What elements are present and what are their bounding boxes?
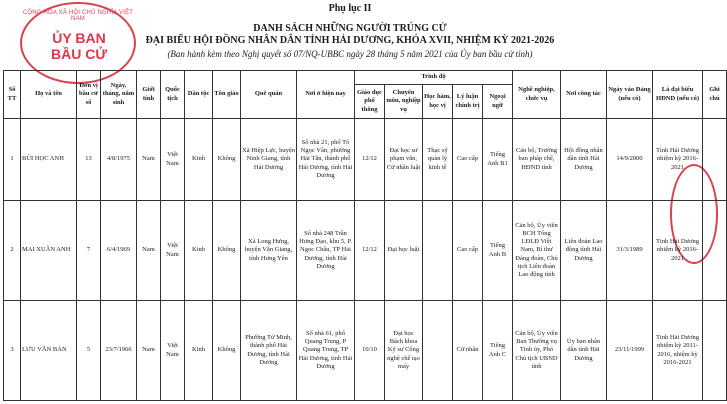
cell-general-education: 12/12 [355,119,385,201]
cell-political-theory: Cao cấp [453,119,483,201]
col-residence: Nơi ở hiện nay [297,71,355,119]
cell-residence: Số nhà 61, phố Quang Trung, P Quang Trung, TP Hải Dương, tỉnh Hải Dương [297,301,355,401]
cell-party-date: 23/11/1999 [607,301,653,401]
cell-academic-title [423,301,453,401]
col-workplace: Nơi công tác [561,71,607,119]
cell-workplace: Liên đoàn Lao động tỉnh Hải Dương [561,201,607,301]
document-subtitle: (Ban hành kèm theo Nghị quyết số 07/NQ-UBBC ngày 28 tháng 5 năm 2021 của Ủy ban bầu cử tỉnh) [167,49,533,59]
col-political-theory: Lý luận chính trị [453,85,483,119]
cell-party-date: 31/3/1989 [607,201,653,301]
cell-political-theory: Cao cấp [453,201,483,301]
col-gender: Giới tính [137,71,161,119]
cell-specialty: Đại học luật [385,201,423,301]
col-occupation: Nghề nghiệp, chức vụ [513,71,561,119]
cell-ethnicity: Kinh [185,119,213,201]
cell-political-theory: Cử nhân [453,301,483,401]
cell-gender: Nam [137,119,161,201]
cell-residence: Số nhà 248 Trần Hưng Đạo, khu 5, P. Ngọc Châu, TP Hải Dương, tỉnh Hải Dương [297,201,355,301]
cell-party-date: 14/9/2000 [607,119,653,201]
table-row [4,301,727,401]
col-group-education: Trình độ [355,71,513,85]
cell-birth-date: 23/7/1966 [101,301,137,401]
col-full-name: Họ và tên [21,71,77,119]
cell-birth-date: 4/8/1975 [101,119,137,201]
cell-council-member: Tỉnh Hải Dương nhiệm kỳ 2016-2021 [653,201,703,301]
cell-hometown: Xã Hiệp Lực, huyện Ninh Giang, tỉnh Hải Dương [241,119,297,201]
elected-delegates-table [3,70,727,401]
cell-full-name: LƯU VĂN BẢN [21,301,77,401]
col-hometown: Quê quán [241,71,297,119]
cell-nationality: Việt Nam [161,201,185,301]
col-ethnicity: Dân tộc [185,71,213,119]
appendix-label: Phụ lục II [328,3,372,14]
col-council-member: Là đại biểu HĐND (nếu có) [653,71,703,119]
cell-full-name: MAI XUÂN ANH [21,201,77,301]
cell-foreign-language: Tiếng Anh B [483,201,513,301]
col-nationality: Quốc tịch [161,71,185,119]
col-constituency: Đơn vị bầu cử số [77,71,101,119]
document-title: DANH SÁCH NHỮNG NGƯỜI TRÚNG CỬ [253,23,447,34]
cell-academic-title [423,201,453,301]
cell-notes [703,119,727,201]
stamp-ring-text: CỘNG HÒA XÃ HỘI CHỦ NGHĨA VIỆT NAM [22,10,134,22]
cell-notes [703,201,727,301]
cell-specialty: Đại học sư phạm văn, Cử nhân luật [385,119,423,201]
stamp-line-2: BẦU CỬ [51,46,107,62]
cell-constituency: 7 [77,201,101,301]
cell-occupation: Cán bộ, Ủy viên BCH Tổng LĐLĐ Việt Nam, Bí thư Đảng đoàn, Chủ tịch Liên đoàn Lao động tỉnh [513,201,561,301]
cell-stt: 2 [4,201,21,301]
document-subject: ĐẠI BIỂU HỘI ĐỒNG NHÂN DÂN TỈNH HẢI DƯƠNG, KHÓA XVII, NHIỆM KỲ 2021-2026 [145,35,555,46]
cell-stt: 3 [4,301,21,401]
col-foreign-language: Ngoại ngữ [483,85,513,119]
cell-ethnicity: Kinh [185,201,213,301]
cell-constituency: 13 [77,119,101,201]
table-row [4,201,727,301]
cell-gender: Nam [137,201,161,301]
col-general-education: Giáo dục phổ thông [355,85,385,119]
cell-religion: Không [213,201,241,301]
cell-gender: Nam [137,301,161,401]
cell-full-name: BÙI HỌC ANH [21,119,77,201]
col-specialty: Chuyên môn, nghiệp vụ [385,85,423,119]
cell-specialty: Đại học Bách khoa Kỹ sư Công nghệ chế tạo máy [385,301,423,401]
cell-occupation: Cán bộ, Ủy viên Ban Thường vụ Tỉnh ủy, Phó Chủ tịch UBND tỉnh [513,301,561,401]
stamp-line-1: ỦY BAN [52,30,106,46]
cell-nationality: Việt Nam [161,119,185,201]
cell-workplace: Hội đồng nhân dân tỉnh Hải Dương [561,119,607,201]
col-academic-title: Học hàm, học vị [423,85,453,119]
cell-council-member: Tỉnh Hải Dương nhiệm kỳ 2011-2016, nhiệm kỳ 2016-2021 [653,301,703,401]
col-notes: Ghi chú [703,71,727,119]
cell-foreign-language: Tiếng Anh B1 [483,119,513,201]
cell-residence: Số nhà 21, phố Tô Ngọc Vân, phường Hải Tân, thành phố Hải Dương, tỉnh Hải Dương [297,119,355,201]
cell-stt: 1 [4,119,21,201]
cell-nationality: Việt Nam [161,301,185,401]
table-row [4,119,727,201]
cell-hometown: Xã Long Hưng, huyện Văn Giang, tỉnh Hưng Yên [241,201,297,301]
cell-occupation: Cán bộ, Trưởng ban pháp chế, HĐND tỉnh [513,119,561,201]
cell-religion: Không [213,119,241,201]
cell-ethnicity: Kinh [185,301,213,401]
cell-general-education: 10/10 [355,301,385,401]
col-stt: Số TT [4,71,21,119]
col-party-date: Ngày vào Đảng (nếu có) [607,71,653,119]
col-birth-date: Ngày, tháng, năm sinh [101,71,137,119]
cell-workplace: Ủy ban nhân dân tỉnh Hải Dương [561,301,607,401]
cell-constituency: 5 [77,301,101,401]
cell-hometown: Phường Tứ Minh, thành phố Hải Dương, tỉnh Hải Dương [241,301,297,401]
cell-birth-date: 6/4/1969 [101,201,137,301]
col-religion: Tôn giáo [213,71,241,119]
cell-academic-title: Thạc sỹ quản lý kinh tế [423,119,453,201]
cell-notes [703,301,727,401]
cell-general-education: 12/12 [355,201,385,301]
cell-council-member: Tỉnh Hải Dương nhiệm kỳ 2016-2021 [653,119,703,201]
cell-foreign-language: Tiếng Anh C [483,301,513,401]
cell-religion: Không [213,301,241,401]
